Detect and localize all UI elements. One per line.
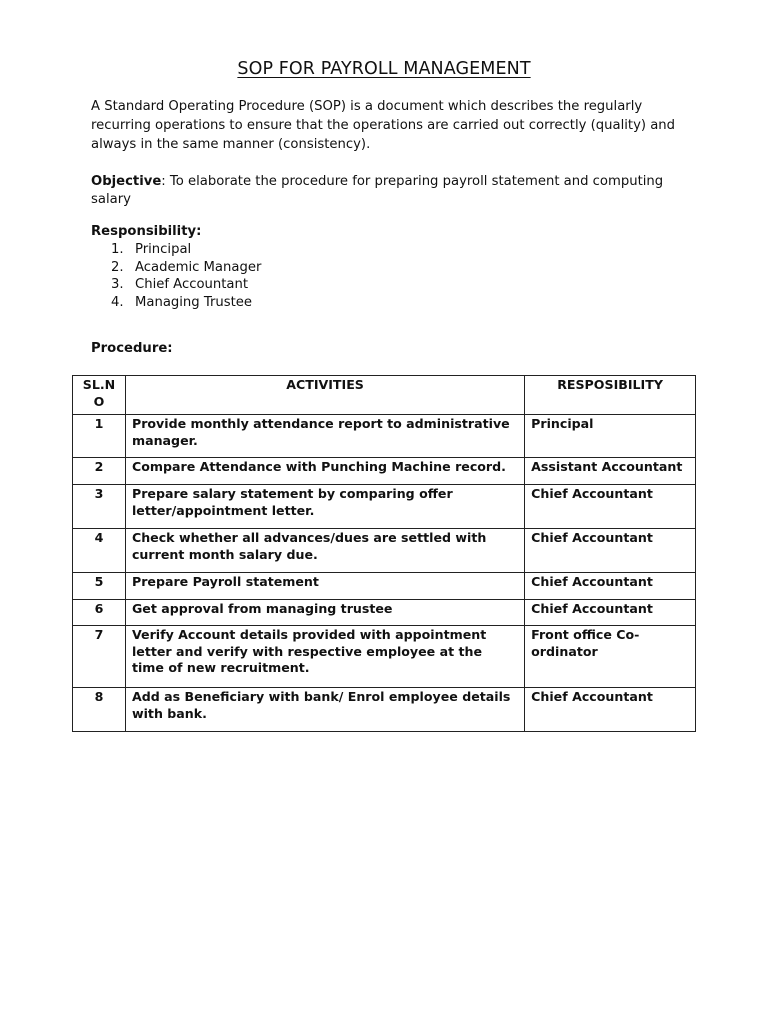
table-row: [73, 688, 696, 732]
objective-text: : To elaborate the procedure for preparing payroll statement and computing salary: [91, 174, 664, 207]
sl-no-cell: 4: [73, 529, 126, 573]
intro-paragraph: A Standard Operating Procedure (SOP) is a document which describes the regularly recurring operations to ensure that the operations are carried out correctly (quality) and always in the same manner (consistency).: [91, 99, 676, 152]
responsibility-item-label: Academic Manager: [135, 259, 262, 275]
column-header-responsibility: RESPOSIBILITY: [525, 376, 696, 415]
activity-cell: Provide monthly attendance report to administrative manager.: [125, 415, 524, 458]
responsibility-cell: Chief Accountant: [525, 688, 696, 732]
activity-cell: Add as Beneficiary with bank/ Enrol employee details with bank.: [125, 688, 524, 732]
responsibility-item-label: Chief Accountant: [135, 277, 249, 293]
responsibility-cell: Principal: [525, 415, 696, 458]
activity-cell: Prepare Payroll statement: [125, 573, 524, 600]
list-number: 1.: [111, 242, 124, 257]
responsibility-item: [111, 294, 261, 312]
table-header-row: [73, 376, 696, 415]
sl-no-cell: 6: [73, 600, 126, 626]
table-row: [73, 415, 696, 458]
sl-no-cell: 7: [73, 626, 126, 688]
sl-no-cell: 3: [73, 485, 126, 529]
sl-no-cell: 8: [73, 688, 126, 732]
responsibility-heading: Responsibility:: [91, 224, 202, 239]
table-row: [73, 485, 696, 529]
responsibility-cell: Chief Accountant: [525, 485, 696, 529]
activity-cell: Get approval from managing trustee: [125, 600, 524, 626]
procedure-table: [72, 375, 696, 732]
activity-cell: Check whether all advances/dues are settled with current month salary due.: [125, 529, 524, 573]
responsibility-item: [111, 241, 261, 259]
column-header-sl-no: SL.N O: [73, 376, 126, 415]
column-header-activities: ACTIVITIES: [125, 376, 524, 415]
responsibility-cell: Chief Accountant: [525, 529, 696, 573]
responsibility-cell: Front office Co-ordinator: [525, 626, 696, 688]
table-row: [73, 573, 696, 600]
responsibility-item: [111, 259, 261, 277]
table-row: [73, 626, 696, 688]
list-number: 2.: [111, 259, 124, 275]
responsibility-item-label: Managing Trustee: [135, 294, 253, 310]
activity-cell: Prepare salary statement by comparing offer letter/appointment letter.: [125, 485, 524, 529]
page-title: SOP FOR PAYROLL MANAGEMENT: [237, 58, 531, 79]
responsibility-item-label: Principal: [135, 242, 192, 257]
responsibility-list: [111, 241, 261, 311]
procedure-heading: Procedure:: [91, 341, 173, 356]
objective-paragraph: [91, 173, 681, 208]
responsibility-cell: Assistant Accountant: [525, 458, 696, 485]
list-number: 4.: [111, 294, 124, 310]
sl-no-cell: 5: [73, 573, 126, 600]
objective-label: Objective: [91, 174, 162, 189]
sl-no-cell: 2: [73, 458, 126, 485]
activity-cell: Verify Account details provided with appointment letter and verify with respective employee at the time of new recruitment.: [125, 626, 524, 688]
responsibility-cell: Chief Accountant: [525, 573, 696, 600]
table-row: [73, 600, 696, 626]
table-row: [73, 529, 696, 573]
responsibility-cell: Chief Accountant: [525, 600, 696, 626]
sl-no-cell: 1: [73, 415, 126, 458]
list-number: 3.: [111, 277, 124, 293]
activity-cell: Compare Attendance with Punching Machine record.: [125, 458, 524, 485]
responsibility-item: [111, 276, 261, 294]
table-row: [73, 458, 696, 485]
